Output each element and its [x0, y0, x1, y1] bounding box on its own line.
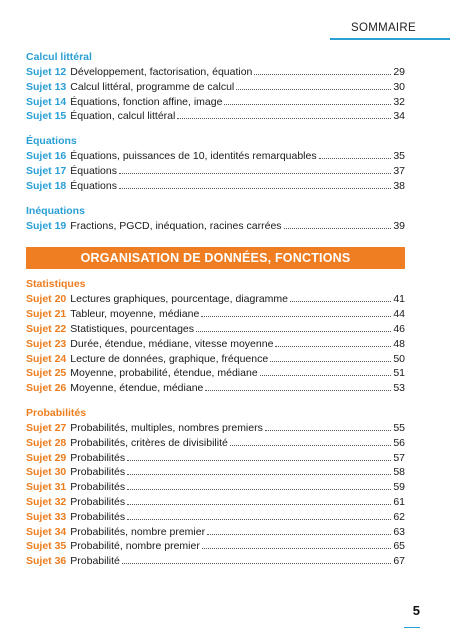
entry-page: 30	[393, 80, 405, 93]
entry-title: Probabilités	[70, 510, 126, 523]
toc-entry[interactable]	[26, 337, 405, 352]
page-number-rule	[404, 627, 420, 629]
dot-leader	[290, 301, 391, 302]
entry-number: Sujet 16	[26, 150, 67, 163]
dot-leader	[122, 563, 391, 564]
toc-part-1	[26, 50, 405, 233]
dot-leader	[254, 74, 391, 75]
dot-leader	[127, 504, 391, 505]
entry-number: Sujet 22	[26, 322, 67, 335]
entry-page: 39	[393, 219, 405, 232]
entry-title: Équations	[70, 179, 117, 192]
dot-leader	[230, 445, 391, 446]
entry-page: 61	[393, 495, 405, 508]
dot-leader	[207, 534, 391, 535]
entry-number: Sujet 35	[26, 540, 67, 553]
entry-title: Probabilités	[70, 481, 126, 494]
entry-number: Sujet 15	[26, 110, 67, 123]
toc-entry[interactable]	[26, 465, 405, 480]
dot-leader	[205, 390, 391, 391]
entry-title: Probabilités	[70, 466, 126, 479]
entry-number: Sujet 36	[26, 555, 67, 568]
entry-title: Lectures graphiques, pourcentage, diagramme	[70, 293, 288, 306]
entry-number: Sujet 25	[26, 367, 67, 380]
entry-title: Équation, calcul littéral	[70, 110, 176, 123]
entry-page: 50	[393, 352, 405, 365]
entry-number: Sujet 31	[26, 481, 67, 494]
entry-title: Moyenne, probabilité, étendue, médiane	[70, 367, 258, 380]
entry-page: 37	[393, 164, 405, 177]
entry-title: Probabilité, nombre premier	[70, 540, 200, 553]
toc-entry[interactable]	[26, 109, 405, 124]
entry-title: Probabilités, nombre premier	[70, 525, 206, 538]
entry-number: Sujet 20	[26, 293, 67, 306]
entry-title: Équations	[70, 164, 117, 177]
toc-entry[interactable]	[26, 65, 405, 80]
toc-entry[interactable]	[26, 95, 405, 110]
toc-section	[26, 50, 405, 124]
entry-title: Statistiques, pourcentages	[70, 322, 195, 335]
dot-leader	[196, 331, 391, 332]
entry-page: 55	[393, 421, 405, 434]
entry-title: Probabilité	[70, 555, 120, 568]
toc-entry[interactable]	[26, 510, 405, 525]
entry-title: Équations, puissances de 10, identités remarquables	[70, 150, 317, 163]
toc-entry[interactable]	[26, 554, 405, 569]
dot-leader	[119, 173, 391, 174]
page-number: 5	[412, 603, 420, 618]
dot-leader	[127, 460, 391, 461]
entry-number: Sujet 18	[26, 179, 67, 192]
entry-number: Sujet 27	[26, 421, 67, 434]
entry-title: Probabilités	[70, 495, 126, 508]
dot-leader	[284, 228, 391, 229]
toc-entry[interactable]	[26, 495, 405, 510]
section-heading: Inéquations	[26, 204, 85, 217]
dot-leader	[127, 519, 391, 520]
dot-leader	[202, 548, 391, 549]
table-of-contents	[26, 42, 405, 579]
entry-page: 51	[393, 367, 405, 380]
entry-title: Équations, fonction affine, image	[70, 95, 223, 108]
toc-entry[interactable]	[26, 381, 405, 396]
entry-number: Sujet 29	[26, 451, 67, 464]
entry-page: 29	[393, 66, 405, 78]
toc-entry[interactable]	[26, 322, 405, 337]
entry-number: Sujet 33	[26, 510, 67, 523]
entry-number: Sujet 34	[26, 525, 67, 538]
dot-leader	[224, 104, 391, 105]
chapter-banner: ORGANISATION DE DONNÉES, FONCTIONS	[26, 247, 405, 269]
toc-section	[26, 406, 405, 569]
toc-entry[interactable]	[26, 80, 405, 95]
entry-page: 44	[393, 308, 405, 321]
dot-leader	[119, 188, 391, 189]
toc-entry[interactable]	[26, 307, 405, 322]
toc-entry[interactable]	[26, 219, 405, 234]
toc-section	[26, 204, 405, 234]
section-heading: Équations	[26, 135, 77, 148]
entry-title: Probabilités, critères de divisibilité	[70, 436, 228, 449]
dot-leader	[236, 89, 391, 90]
entry-title: Probabilités	[70, 451, 126, 464]
entry-title: Calcul littéral, programme de calcul	[70, 80, 235, 93]
dot-leader	[270, 361, 391, 362]
toc-entry[interactable]	[26, 525, 405, 540]
entry-number: Sujet 19	[26, 219, 67, 232]
entry-number: Sujet 24	[26, 352, 67, 365]
entry-page: 67	[393, 555, 405, 568]
entry-number: Sujet 32	[26, 495, 67, 508]
entry-page: 62	[393, 510, 405, 523]
entry-title: Durée, étendue, médiane, vitesse moyenne	[70, 337, 274, 350]
entry-number: Sujet 28	[26, 436, 67, 449]
entry-number: Sujet 12	[26, 66, 67, 78]
entry-number: Sujet 13	[26, 80, 67, 93]
entry-number: Sujet 30	[26, 466, 67, 479]
toc-entry[interactable]	[26, 480, 405, 495]
entry-page: 35	[393, 150, 405, 163]
entry-title: Probabilités, multiples, nombres premiers	[70, 421, 263, 434]
entry-page: 63	[393, 525, 405, 538]
entry-page: 56	[393, 436, 405, 449]
entry-page: 38	[393, 179, 405, 192]
entry-title: Moyenne, étendue, médiane	[70, 382, 204, 395]
dot-leader	[201, 316, 391, 317]
entry-title: Fractions, PGCD, inéquation, racines carrées	[70, 219, 282, 232]
dot-leader	[127, 474, 391, 475]
toc-entry[interactable]	[26, 436, 405, 451]
entry-page: 48	[393, 337, 405, 350]
entry-number: Sujet 21	[26, 308, 67, 321]
toc-entry[interactable]	[26, 292, 405, 307]
section-heading: Calcul littéral	[26, 51, 92, 63]
dot-leader	[260, 375, 391, 376]
toc-part-2	[26, 277, 405, 569]
toc-entry[interactable]	[26, 352, 405, 367]
entry-page: 58	[393, 466, 405, 479]
entry-page: 46	[393, 322, 405, 335]
page-header-title: SOMMAIRE	[350, 22, 416, 34]
entry-number: Sujet 14	[26, 95, 67, 108]
entry-page: 59	[393, 481, 405, 494]
entry-title: Tableur, moyenne, médiane	[70, 308, 200, 321]
entry-page: 34	[393, 110, 405, 123]
toc-entry[interactable]	[26, 179, 405, 194]
dot-leader	[319, 158, 391, 159]
dot-leader	[127, 489, 391, 490]
entry-title: Développement, factorisation, équation	[70, 66, 253, 78]
entry-page: 65	[393, 540, 405, 553]
entry-title: Lecture de données, graphique, fréquence	[70, 352, 269, 365]
page-header-rule	[330, 38, 450, 40]
dot-leader	[265, 430, 391, 431]
dot-leader	[275, 346, 391, 347]
entry-page: 41	[393, 293, 405, 306]
toc-section	[26, 277, 405, 396]
entry-number: Sujet 23	[26, 337, 67, 350]
toc-entry[interactable]	[26, 421, 405, 436]
toc-entry[interactable]	[26, 366, 405, 381]
entry-number: Sujet 26	[26, 382, 67, 395]
entry-page: 57	[393, 451, 405, 464]
toc-section	[26, 134, 405, 193]
toc-entry[interactable]	[26, 149, 405, 164]
toc-entry[interactable]	[26, 539, 405, 554]
entry-page: 53	[393, 382, 405, 395]
dot-leader	[177, 118, 391, 119]
entry-page: 32	[393, 95, 405, 108]
toc-entry[interactable]	[26, 451, 405, 466]
section-heading: Statistiques	[26, 278, 86, 291]
section-heading: Probabilités	[26, 406, 87, 419]
entry-number: Sujet 17	[26, 164, 67, 177]
toc-entry[interactable]	[26, 164, 405, 179]
